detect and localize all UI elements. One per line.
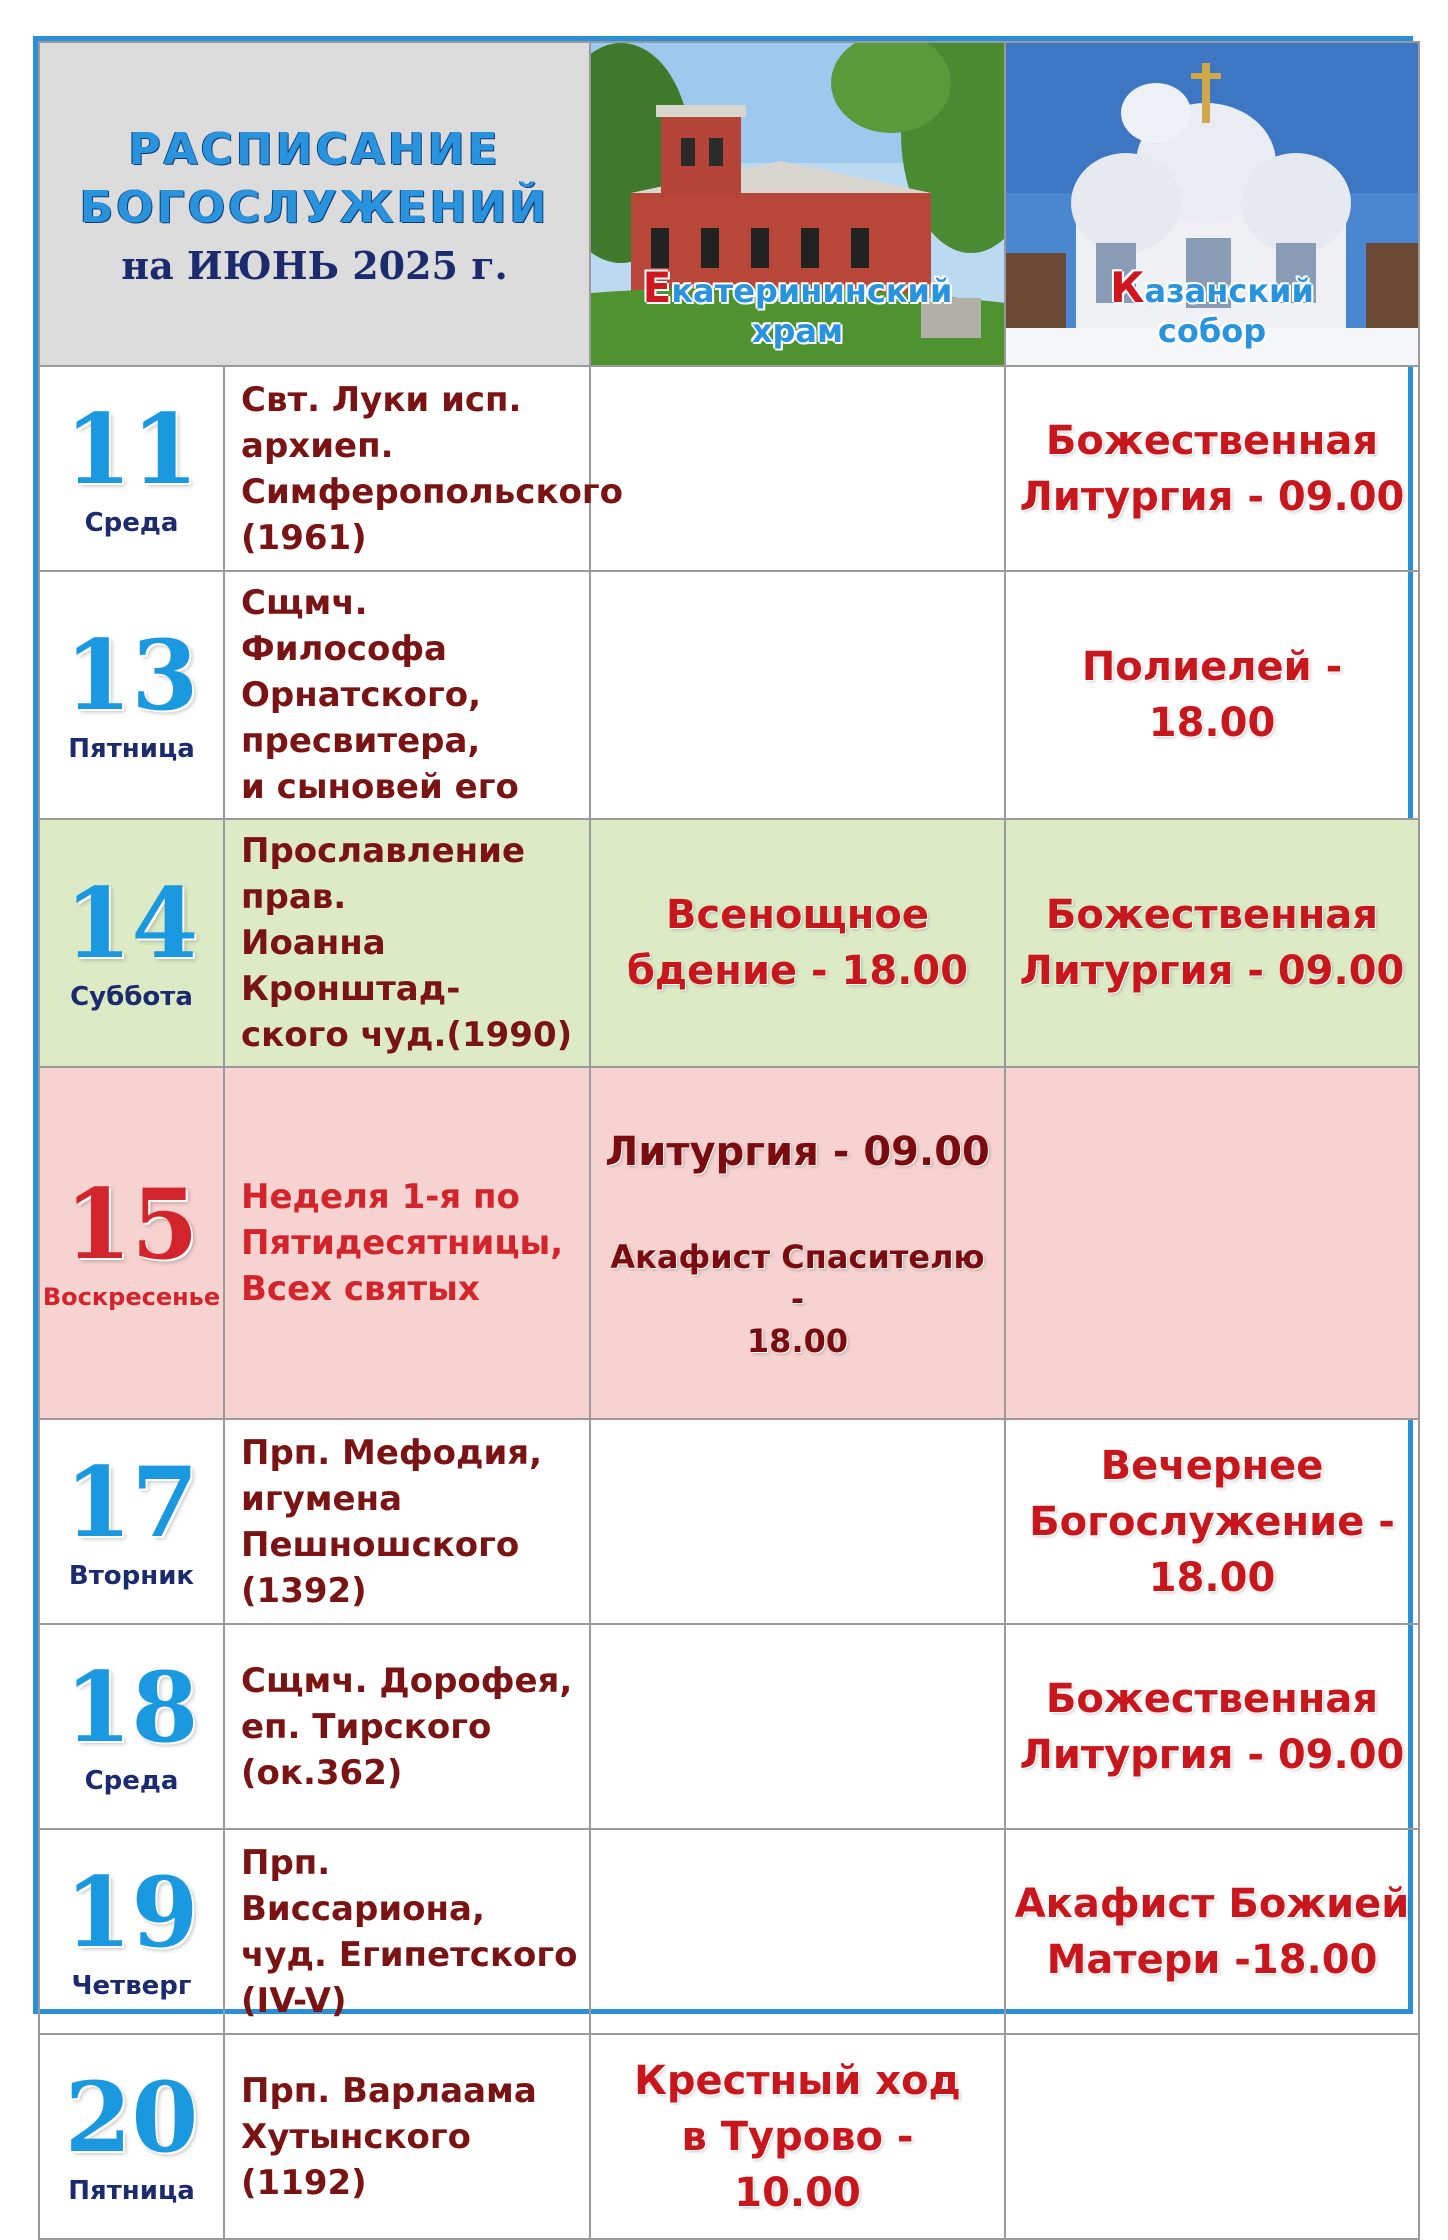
church2-service: Божественная Литургия - 09.00 — [1005, 366, 1419, 571]
weekday-label: Пятница — [68, 2175, 195, 2206]
weekday-label: Среда — [84, 507, 179, 538]
weekday-label: Суббота — [70, 982, 193, 1012]
church1-service — [590, 1624, 1005, 1829]
day-number: 14 — [64, 867, 199, 980]
church2-service: Божественная Литургия - 09.00 — [1005, 1624, 1419, 1829]
day-number: 15 — [64, 1168, 199, 1281]
saint-commemoration: Сщмч. Дорофея, еп. Тирского (ок.362) — [224, 1624, 590, 1829]
day-number: 17 — [64, 1445, 199, 1559]
weekday-label: Четверг — [71, 1970, 192, 2001]
date-cell — [39, 1067, 224, 1419]
date-cell — [39, 366, 224, 571]
church2-name-text: азанский собор — [1144, 272, 1314, 350]
schedule-row — [39, 366, 1419, 571]
church2-service: Вечернее Богослужение - 18.00 — [1005, 1419, 1419, 1624]
weekday-label: Среда — [84, 1765, 179, 1796]
church2-service — [1005, 1067, 1419, 1419]
church1-service — [590, 571, 1005, 819]
schedule-row — [39, 1829, 1419, 2034]
church1-name — [591, 263, 1004, 351]
title-line-1: РАСПИСАНИЕ — [128, 123, 501, 175]
church2-service: Божественная Литургия - 09.00 — [1005, 819, 1419, 1067]
saint-commemoration: Неделя 1-я по Пятидесятницы, Всех святых — [224, 1067, 590, 1419]
day-number: 11 — [64, 392, 199, 506]
church2-service — [1005, 2034, 1419, 2239]
date-cell — [39, 819, 224, 1067]
day-number: 18 — [64, 1650, 199, 1764]
church1-service — [590, 1067, 1005, 1419]
church2-initial: К — [1110, 263, 1145, 312]
saint-commemoration: Сщмч. Философа Орнатского, пресвитера, и сыновей его — [224, 571, 590, 819]
day-number: 19 — [64, 1855, 199, 1969]
church1-photo — [590, 42, 1005, 366]
church1-service — [590, 366, 1005, 571]
church1-service — [590, 1829, 1005, 2034]
schedule-row — [39, 1624, 1419, 1829]
church2-service: Акафист Божией Матери -18.00 — [1005, 1829, 1419, 2034]
church2-photo — [1005, 42, 1419, 366]
saint-commemoration: Прп. Варлаама Хутынского (1192) — [224, 2034, 590, 2239]
schedule-row — [39, 2034, 1419, 2239]
date-cell — [39, 2034, 224, 2239]
church1-service-liturgy: Литургия - 09.00 — [605, 1129, 990, 1175]
header-row — [39, 42, 1419, 366]
saint-commemoration: Прп. Виссариона, чуд. Египетского (IV-V) — [224, 1829, 590, 2034]
title-line-2: БОГОСЛУЖЕНИЙ — [79, 181, 550, 233]
church1-name-text: катерининский храм — [671, 272, 953, 350]
schedule-row — [39, 1419, 1419, 1624]
date-cell — [39, 1624, 224, 1829]
church1-service: Всенощное бдение - 18.00 — [590, 819, 1005, 1067]
schedule-row — [39, 571, 1419, 819]
saint-commemoration: Прп. Мефодия, игумена Пешношского (1392) — [224, 1419, 590, 1624]
church1-initial: Е — [642, 263, 672, 312]
church2-service: Полиелей - 18.00 — [1005, 571, 1419, 819]
weekday-label: Вторник — [68, 1560, 195, 1591]
title-line-3: на ИЮНЬ 2025 г. — [121, 242, 508, 288]
church2-name — [1006, 263, 1418, 351]
saint-commemoration: Свт. Луки исп. архиеп. Симферопольского (1961) — [224, 366, 590, 571]
weekday-label: Воскресенье — [42, 1283, 221, 1311]
church1-service: Крестный ход в Турово - 10.00 — [590, 2034, 1005, 2239]
day-number: 20 — [64, 2060, 199, 2174]
church1-service — [590, 1419, 1005, 1624]
schedule-row-saturday — [39, 819, 1419, 1067]
date-cell — [39, 1419, 224, 1624]
schedule-row-sunday — [39, 1067, 1419, 1419]
saint-commemoration: Прославление прав. Иоанна Кронштад- ского чуд.(1990) — [224, 819, 590, 1067]
schedule-title — [39, 42, 590, 366]
day-number: 13 — [64, 619, 199, 732]
schedule-table — [38, 41, 1420, 2240]
schedule-frame — [33, 36, 1413, 2216]
weekday-label: Пятница — [68, 734, 195, 764]
date-cell — [39, 571, 224, 819]
date-cell — [39, 1829, 224, 2034]
church1-service-akathist: Акафист Спасителю - 18.00 — [610, 1238, 985, 1360]
